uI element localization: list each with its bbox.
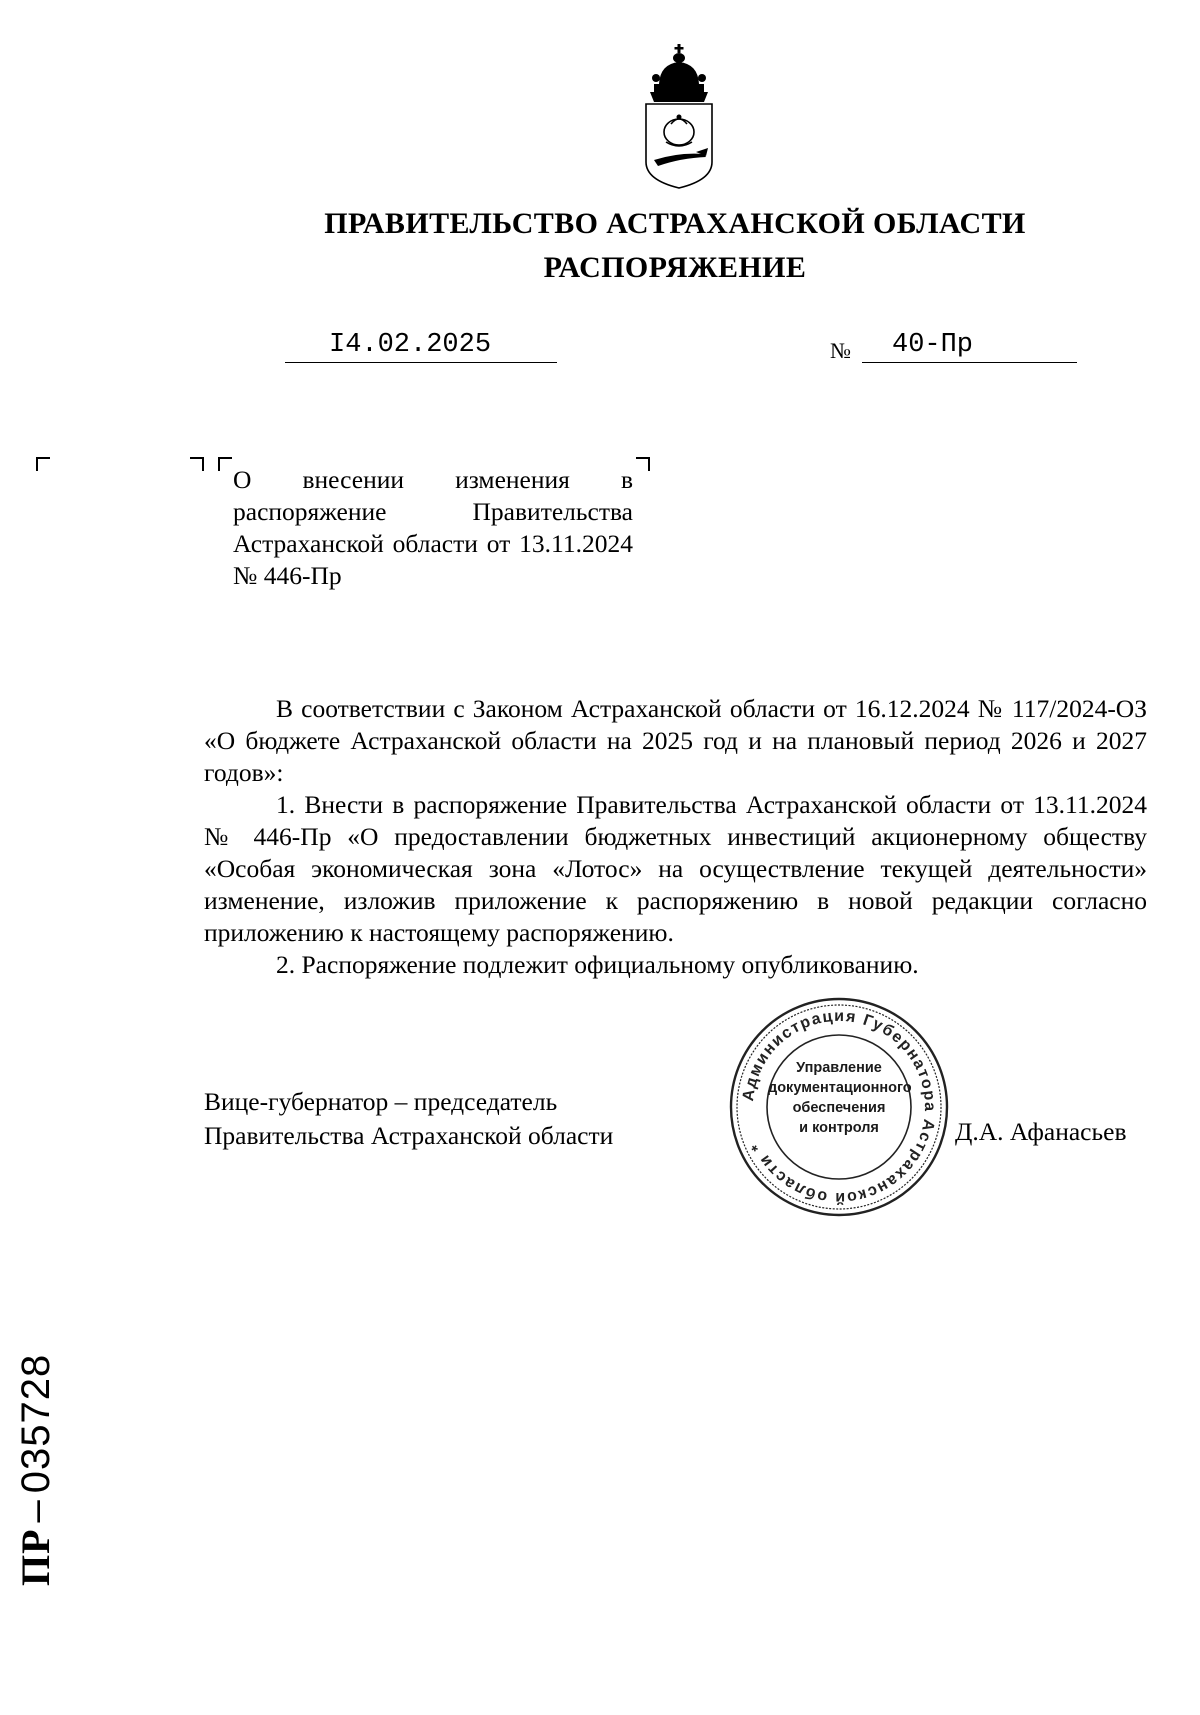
signer-position-line-1: Вице-губернатор – председатель — [204, 1087, 558, 1116]
corner-mark-inner-left — [218, 457, 232, 471]
signer-name: Д.А. Афанасьев — [955, 1117, 1127, 1146]
signer-position-line-2: Правительства Астраханской области — [204, 1121, 614, 1150]
stamp-center-text — [768, 1058, 910, 1138]
document-number: 40-Пр — [892, 330, 974, 360]
stamp-line-2: документационного — [768, 1080, 912, 1096]
signer-position — [204, 1085, 613, 1153]
document-date: I4.02.2025 — [329, 330, 492, 360]
document-type-title: РАСПОРЯЖЕНИЕ — [543, 251, 807, 284]
corner-mark-left — [36, 457, 50, 471]
coat-of-arms-emblem — [636, 44, 722, 190]
corner-mark-inner-right — [190, 457, 204, 471]
item-1-paragraph: 1. Внести в распоряжение Правительства Астраханской области от 13.11.2024 № 446-Пр «О предоставлении бюджетных инвестиций акционерному обществу «Особая экономическая зона «Лотос» на осуществление текущей деятельности» изменение, изложив приложение к распоряжению в новой редакции согласно приложению к настоящему распоряжению. — [204, 790, 1147, 947]
stamp-line-4: и контроля — [799, 1120, 879, 1136]
preamble-paragraph: В соответствии с Законом Астраханской области от 16.12.2024 № 117/2024-ОЗ «О бюджете Астраханской области на 2025 год и на плановый период 2026 и 2027 годов»: — [204, 694, 1147, 787]
stamp-line-1: Управление — [796, 1060, 882, 1076]
document-code — [12, 1354, 59, 1586]
document-code-digits: 035728 — [14, 1353, 58, 1494]
number-sign: № — [830, 338, 851, 363]
subject-heading: О внесении изменения в распоряжение Правительства Астраханской области от 13.11.2024 № 446-Пр — [233, 465, 633, 590]
number-field — [862, 330, 1077, 363]
document-code-prefix: ПР — [13, 1528, 58, 1586]
document-code-dash: – — [14, 1499, 58, 1523]
item-2-paragraph: 2. Распоряжение подлежит официальному опубликованию. — [276, 950, 919, 979]
date-field — [285, 330, 557, 363]
stamp-ring-text: Администрация Губернатора Астраханской области * — [740, 1007, 939, 1207]
order-body — [204, 693, 1147, 981]
stamp-line-3: обеспечения — [792, 1100, 886, 1116]
organization-title: ПРАВИТЕЛЬСТВО АСТРАХАНСКОЙ ОБЛАСТИ — [324, 207, 1026, 240]
corner-mark-right — [636, 457, 650, 471]
